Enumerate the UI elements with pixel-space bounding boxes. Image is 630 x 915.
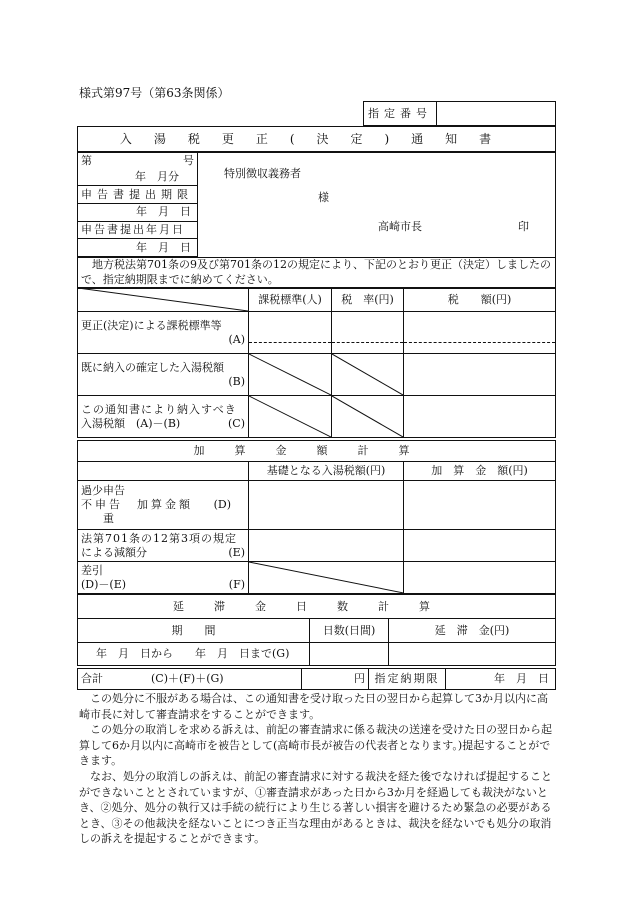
total-amount[interactable]: 円	[302, 669, 369, 690]
intro-box	[77, 257, 556, 289]
surcharge-table	[77, 440, 556, 594]
row-a-base[interactable]	[249, 312, 332, 354]
row-d-base[interactable]	[249, 481, 404, 530]
notice-paragraph: この処分の取消しを求める訴えは、前記の審査請求に係る裁決の送達を受けた日の翌日から起算して6か月以内に高崎市を被告として(高崎市長が被告の代表者となります。)提起することができます。	[79, 723, 552, 768]
form-number: 様式第97号（第63条関係）	[79, 86, 230, 100]
filing-deadline-label: 申告書提出期限	[78, 186, 198, 204]
row-b-rate-slash	[332, 354, 404, 396]
total-row	[77, 668, 556, 690]
row-a-label: 更正(決定)による課税標準等 (A)	[78, 312, 249, 354]
row-e-amount[interactable]	[404, 530, 556, 562]
page-title: 入湯税更正(決定)通知書	[78, 127, 556, 152]
row-f-label: 差引 (D)－(E) (F)	[78, 562, 249, 594]
notice-paragraph: この処分に不服がある場合は、この通知書を受け取った日の翌日から起算して3か月以内に高崎市長に対して審査請求をすることができます。	[79, 692, 548, 721]
taxpayer-area	[198, 153, 556, 257]
row-e-base[interactable]	[249, 530, 404, 562]
main-tax-table	[77, 287, 556, 438]
row-b-label: 既に納入の確定した入湯税額 (B)	[78, 354, 249, 396]
col-tax-amount: 税 額(円)	[404, 288, 556, 312]
row-c-rate-slash	[332, 396, 404, 438]
main-table-corner	[78, 288, 249, 312]
notice-paragraph: なお、処分の取消しの訴えは、前記の審査請求に対する裁決を経た後でなければ提起することができないこととされていますが、①審査請求があった日から3か月を経過しても裁決がないとき、②処分、処分の執行又は手続の続行により生じる著しい損害を避けるため緊急の必要があるとき、③その他裁決を経ないことにつき正当な理由があるときは、裁決を経ないでも処分の取消しの訴えを提起することができます。	[79, 770, 552, 846]
late-fee-title: 延滞金日数計算	[78, 595, 556, 619]
col-surcharge-amount: 加 算 金 額(円)	[404, 461, 556, 481]
designation-number-field[interactable]	[437, 102, 556, 126]
title-box	[77, 126, 556, 152]
honorific: 様	[318, 191, 329, 204]
row-a-rate[interactable]	[332, 312, 404, 354]
col-period: 期 間	[78, 619, 310, 643]
filing-deadline-date: 年 月 日	[78, 203, 198, 221]
row-d-amount[interactable]	[404, 481, 556, 530]
seal-mark: 印	[518, 220, 529, 233]
total-label: 合計 (C)＋(F)＋(G)	[78, 669, 302, 690]
taxpayer-label: 特別徴収義務者	[224, 167, 301, 180]
number-row: 第 号	[78, 153, 198, 169]
filing-date-label: 申告書提出年月日	[78, 221, 198, 239]
late-fee-table	[77, 594, 556, 666]
col-late-fee: 延 滞 金(円)	[389, 619, 556, 643]
period-range: 年 月 日から 年 月 日まで(G)	[78, 643, 310, 666]
row-b-base-slash	[249, 354, 332, 396]
mayor-name: 高崎市長	[378, 220, 422, 233]
row-c-amount[interactable]	[404, 396, 556, 438]
row-a-amount[interactable]	[404, 312, 556, 354]
row-b-amount[interactable]	[404, 354, 556, 396]
surcharge-corner	[78, 461, 249, 481]
row-c-base-slash	[249, 396, 332, 438]
col-tax-rate: 税 率(円)	[332, 288, 404, 312]
designation-number-label: 指定番号	[364, 102, 437, 126]
col-days: 日数(日間)	[310, 619, 389, 643]
header-block	[77, 152, 556, 257]
designation-number-box	[363, 101, 556, 126]
row-f-amount[interactable]	[404, 562, 556, 594]
col-tax-base: 課税標準(人)	[249, 288, 332, 312]
row-f-base-slash	[249, 562, 404, 594]
late-fee-amount[interactable]	[389, 643, 556, 666]
surcharge-title: 加算金額計算	[78, 441, 556, 462]
period-label: 年 月分	[78, 168, 198, 186]
row-d-label: 過少申告 不申告 加算金額 (D) 重	[78, 481, 249, 530]
deadline-label: 指定納期限	[369, 669, 446, 690]
col-base-tax: 基礎となる入湯税額(円)	[249, 461, 404, 481]
filing-date-date: 年 月 日	[78, 239, 198, 257]
days-field[interactable]	[310, 643, 389, 666]
row-e-label: 法第701条の12第3項の規定 による減額分 (E)	[78, 530, 249, 562]
row-c-label: この通知書により納入すべき 入湯税額 (A)－(B) (C)	[78, 396, 249, 438]
deadline-date[interactable]: 年 月 日	[446, 669, 556, 690]
appeal-notice	[79, 691, 555, 847]
intro-text: 地方税法第701条の9及び第701条の12の規定により、下記のとおり更正（決定）しましたので、指定納期限までに納めてください。	[78, 258, 556, 289]
